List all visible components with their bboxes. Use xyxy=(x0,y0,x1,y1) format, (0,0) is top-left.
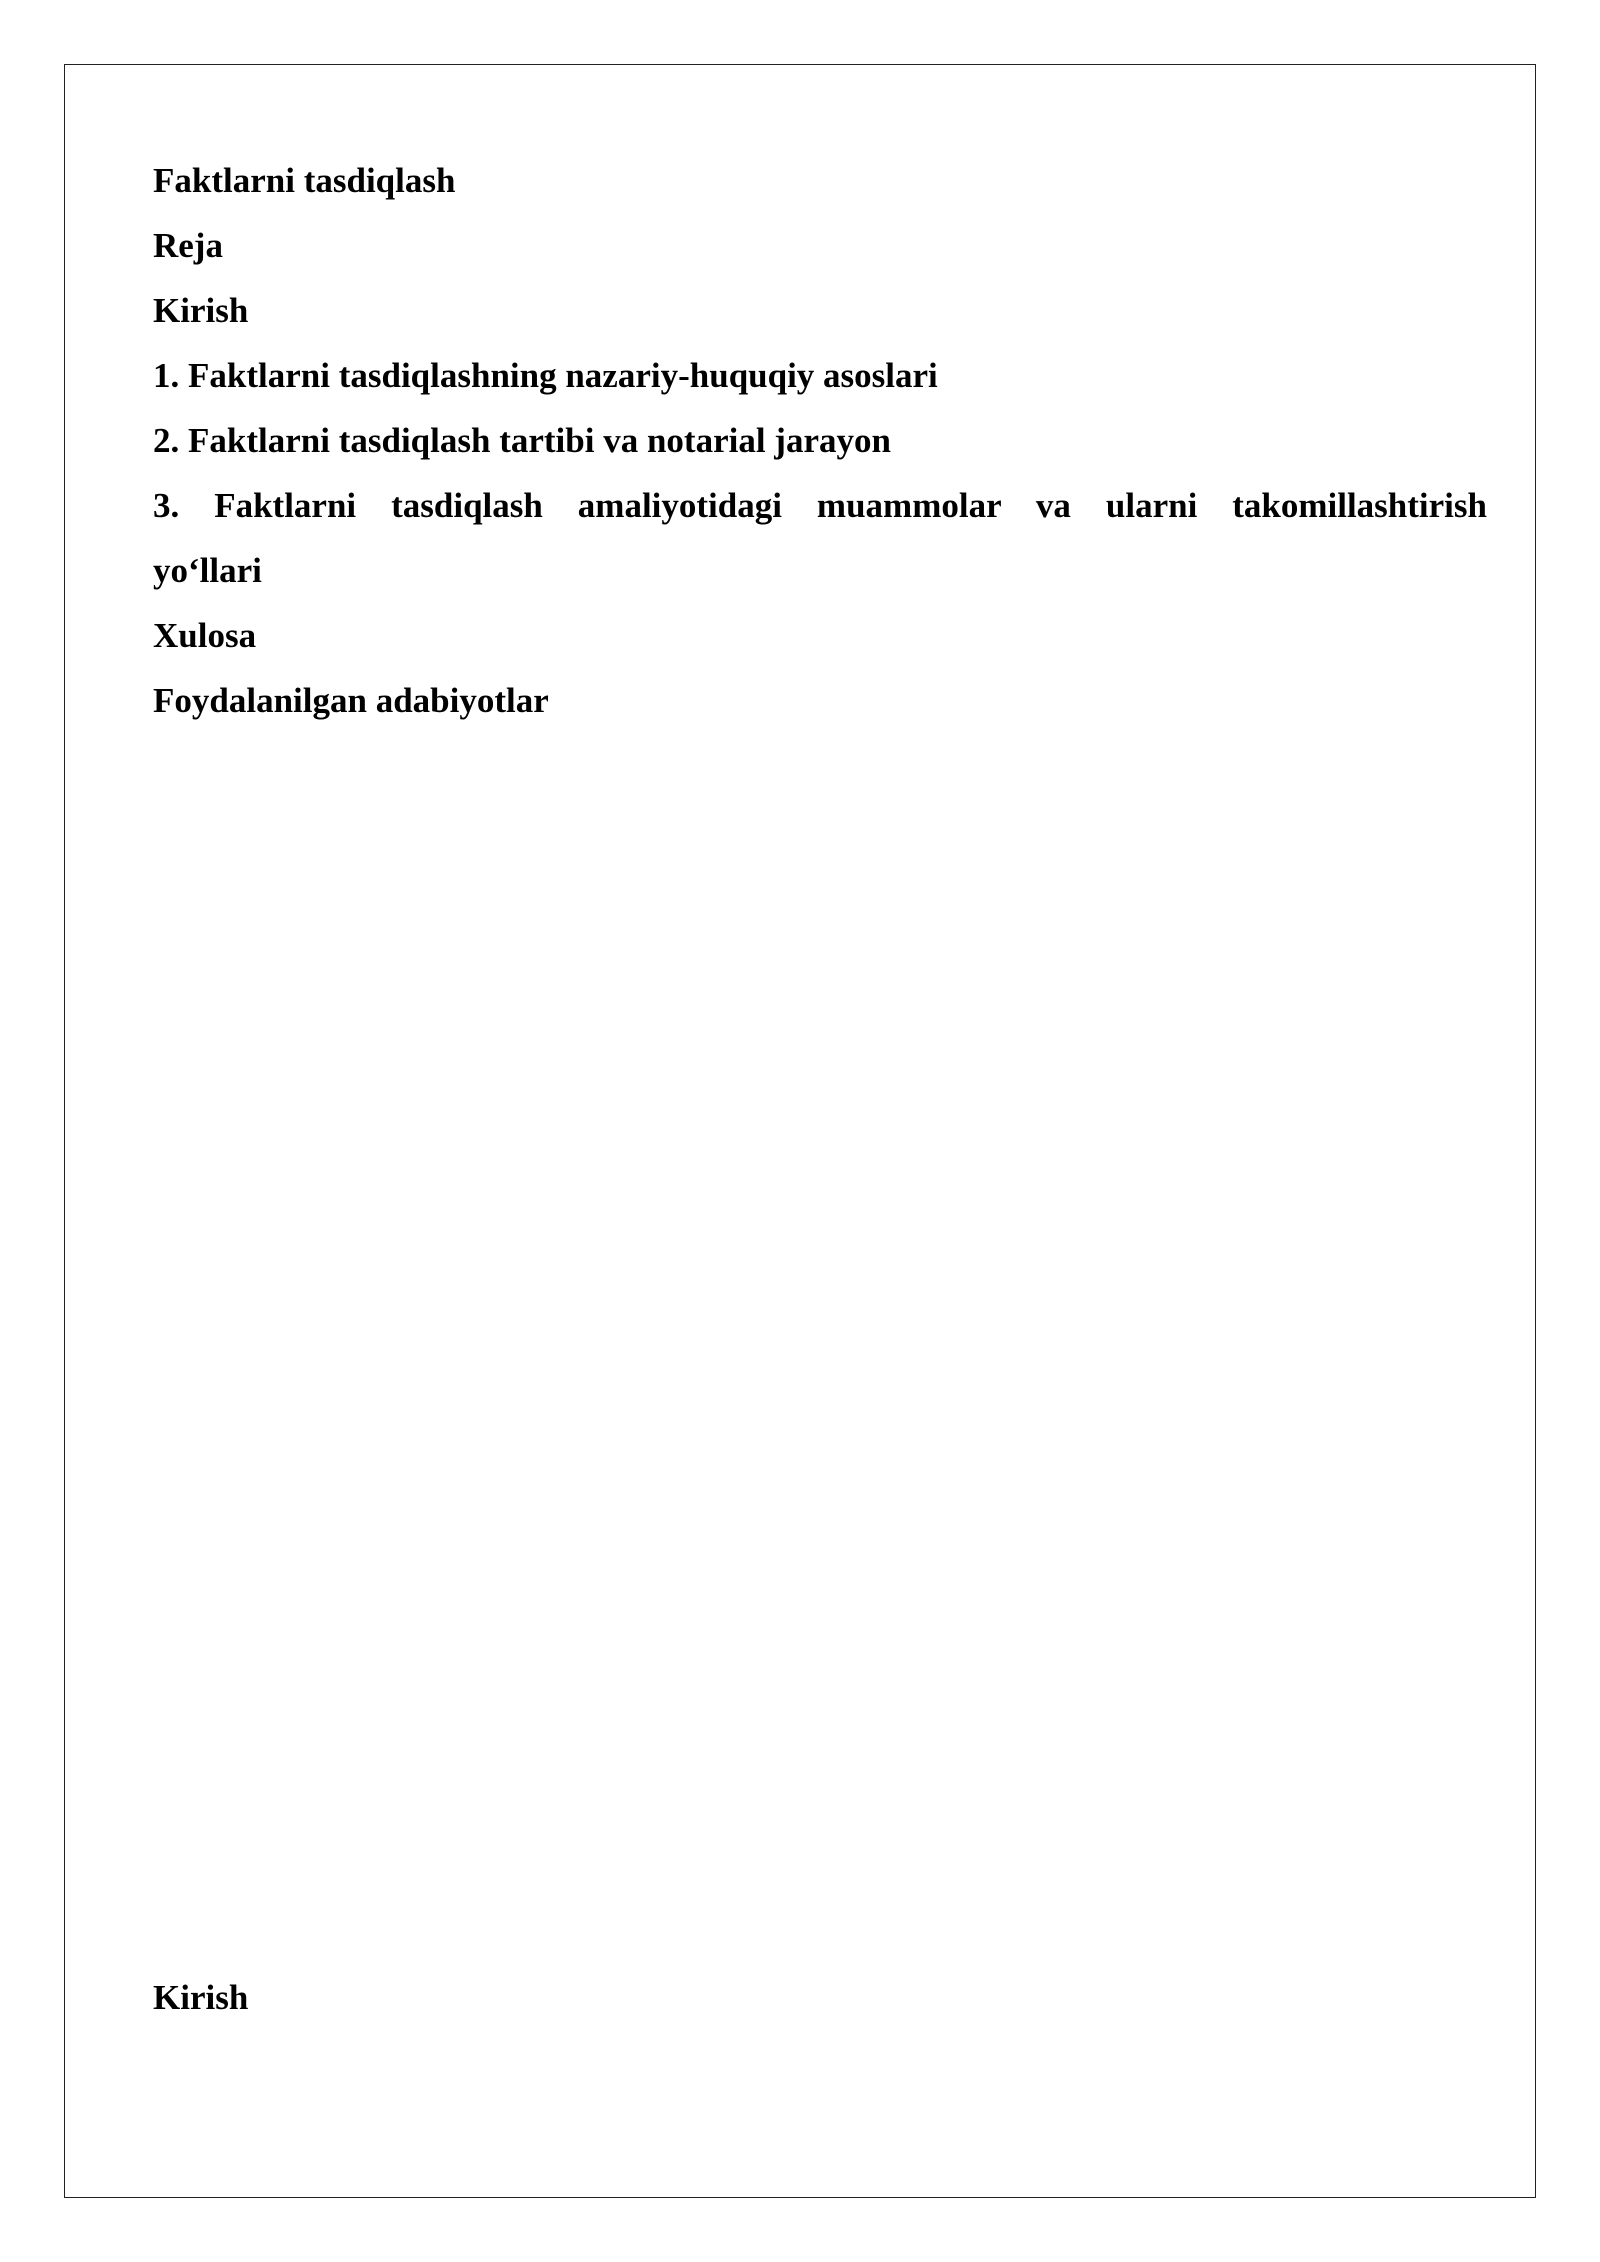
plan-item-1: 1. Faktlarni tasdiqlashning nazariy-huquqiy asoslari xyxy=(153,356,938,395)
plan-item-conclusion: Xulosa xyxy=(153,616,257,655)
document-title: Faktlarni tasdiqlash xyxy=(153,161,456,200)
plan-item-3: 3. Faktlarni tasdiqlash amaliyotidagi muammolar va ularni takomillashtirish xyxy=(153,486,1487,525)
plan-item-references: Foydalanilgan adabiyotlar xyxy=(153,681,549,720)
plan-item-3-continued: yo‘llari xyxy=(153,551,262,590)
section-heading-intro: Kirish xyxy=(153,1978,249,2017)
plan-heading: Reja xyxy=(153,226,223,265)
plan-item-intro: Kirish xyxy=(153,291,249,330)
document-body xyxy=(153,148,1487,733)
plan-item-2: 2. Faktlarni tasdiqlash tartibi va notarial jarayon xyxy=(153,421,891,460)
